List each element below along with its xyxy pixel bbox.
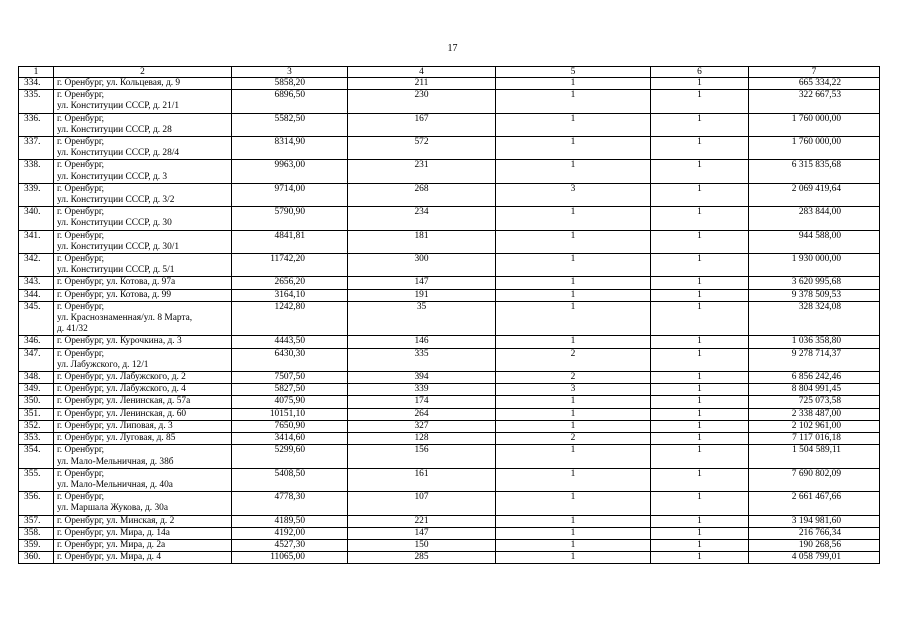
column-6-cell: 1 xyxy=(651,445,749,468)
amount-cell: 1 760 000,00 xyxy=(749,113,880,136)
amount-cell: 6 856 242,46 xyxy=(749,372,880,384)
address-line: ул. Конституции СССР, д. 28 xyxy=(57,124,172,135)
count-cell: 335 xyxy=(348,348,496,371)
address-line: г. Оренбург, xyxy=(57,137,105,148)
count-cell: 327 xyxy=(348,420,496,432)
amount-cell: 725 073,58 xyxy=(749,396,880,408)
area-cell: 5582,50 xyxy=(232,113,348,136)
column-5-cell: 1 xyxy=(496,515,651,527)
count-cell: 107 xyxy=(348,492,496,515)
address-cell xyxy=(54,372,232,384)
amount-cell: 2 661 467,66 xyxy=(749,492,880,515)
amount-cell: 8 804 991,45 xyxy=(749,384,880,396)
area-cell: 6430,30 xyxy=(232,348,348,371)
row-number: 335. xyxy=(19,90,54,113)
column-5-cell: 1 xyxy=(496,78,651,90)
address-line: г. Оренбург, xyxy=(57,445,105,456)
area-cell: 9963,00 xyxy=(232,160,348,183)
row-number: 348. xyxy=(19,372,54,384)
address-line: г. Оренбург, xyxy=(57,207,105,218)
table-row xyxy=(19,552,880,564)
column-6-cell: 1 xyxy=(651,207,749,230)
address-cell xyxy=(54,183,232,206)
amount-cell: 2 102 961,00 xyxy=(749,420,880,432)
area-cell: 5408,50 xyxy=(232,468,348,491)
address-line: г. Оренбург, xyxy=(57,492,105,503)
column-6-cell: 1 xyxy=(651,336,749,348)
column-5-cell: 1 xyxy=(496,289,651,301)
amount-cell: 283 844,00 xyxy=(749,207,880,230)
header-cell: 5 xyxy=(496,67,651,78)
column-5-cell: 2 xyxy=(496,433,651,445)
amount-cell: 190 268,56 xyxy=(749,539,880,551)
area-cell: 8314,90 xyxy=(232,137,348,160)
amount-cell: 1 760 000,00 xyxy=(749,137,880,160)
address-cell xyxy=(54,433,232,445)
area-cell: 5790,90 xyxy=(232,207,348,230)
area-cell: 4443,50 xyxy=(232,336,348,348)
address-cell xyxy=(54,384,232,396)
column-6-cell: 1 xyxy=(651,384,749,396)
table-row xyxy=(19,348,880,371)
table-row xyxy=(19,113,880,136)
table-row xyxy=(19,445,880,468)
address-line: г. Оренбург, ул. Липовая, д. 3 xyxy=(57,420,173,431)
row-number: 345. xyxy=(19,301,54,336)
table-row xyxy=(19,336,880,348)
address-cell xyxy=(54,492,232,515)
row-number: 334. xyxy=(19,78,54,90)
column-5-cell: 2 xyxy=(496,372,651,384)
amount-cell: 9 378 509,53 xyxy=(749,289,880,301)
area-cell: 7650,90 xyxy=(232,420,348,432)
row-number: 343. xyxy=(19,277,54,289)
address-cell xyxy=(54,78,232,90)
column-5-cell: 1 xyxy=(496,160,651,183)
table-row xyxy=(19,230,880,253)
address-cell xyxy=(54,230,232,253)
row-number: 356. xyxy=(19,492,54,515)
area-cell: 4189,50 xyxy=(232,515,348,527)
column-5-cell: 1 xyxy=(496,336,651,348)
area-cell: 4778,30 xyxy=(232,492,348,515)
column-5-cell: 1 xyxy=(496,396,651,408)
column-5-cell: 1 xyxy=(496,301,651,336)
address-cell xyxy=(54,527,232,539)
area-cell: 4075,90 xyxy=(232,396,348,408)
area-cell: 7507,50 xyxy=(232,372,348,384)
data-table xyxy=(18,66,880,564)
column-5-cell: 1 xyxy=(496,230,651,253)
address-cell xyxy=(54,396,232,408)
count-cell: 268 xyxy=(348,183,496,206)
address-cell xyxy=(54,348,232,371)
row-number: 354. xyxy=(19,445,54,468)
count-cell: 35 xyxy=(348,301,496,336)
row-number: 358. xyxy=(19,527,54,539)
address-line: г. Оренбург, xyxy=(57,301,105,312)
count-cell: 339 xyxy=(348,384,496,396)
address-cell xyxy=(54,137,232,160)
column-5-cell: 1 xyxy=(496,113,651,136)
header-row xyxy=(19,67,880,78)
table-row xyxy=(19,372,880,384)
area-cell: 11742,20 xyxy=(232,254,348,277)
column-6-cell: 1 xyxy=(651,539,749,551)
table-row xyxy=(19,433,880,445)
column-5-cell: 1 xyxy=(496,492,651,515)
address-cell xyxy=(54,254,232,277)
table-body xyxy=(19,78,880,564)
page-number: 17 xyxy=(447,43,458,54)
row-number: 352. xyxy=(19,420,54,432)
column-5-cell: 1 xyxy=(496,254,651,277)
address-line: г. Оренбург, ул. Мира, д. 14а xyxy=(57,527,170,538)
amount-cell: 944 588,00 xyxy=(749,230,880,253)
table-row xyxy=(19,254,880,277)
address-cell xyxy=(54,90,232,113)
header-cell: 1 xyxy=(19,67,54,78)
table-row xyxy=(19,492,880,515)
area-cell: 11065,00 xyxy=(232,552,348,564)
row-number: 355. xyxy=(19,468,54,491)
row-number: 353. xyxy=(19,433,54,445)
row-number: 340. xyxy=(19,207,54,230)
amount-cell: 6 315 835,68 xyxy=(749,160,880,183)
header-cell: 3 xyxy=(232,67,348,78)
count-cell: 167 xyxy=(348,113,496,136)
column-6-cell: 1 xyxy=(651,408,749,420)
table-row xyxy=(19,396,880,408)
row-number: 341. xyxy=(19,230,54,253)
count-cell: 211 xyxy=(348,78,496,90)
column-6-cell: 1 xyxy=(651,492,749,515)
address-line: ул. Мало-Мельничная, д. 38б xyxy=(57,456,174,467)
amount-cell: 216 766,34 xyxy=(749,527,880,539)
row-number: 349. xyxy=(19,384,54,396)
column-5-cell: 1 xyxy=(496,408,651,420)
address-line: ул. Конституции СССР, д. 5/1 xyxy=(57,265,175,276)
table-row xyxy=(19,420,880,432)
column-6-cell: 1 xyxy=(651,396,749,408)
column-5-cell: 1 xyxy=(496,468,651,491)
column-5-cell: 3 xyxy=(496,183,651,206)
address-cell xyxy=(54,445,232,468)
address-line: ул. Конституции СССР, д. 28/4 xyxy=(57,148,180,159)
address-line: д. 41/32 xyxy=(57,324,88,335)
address-line: ул. Мало-Мельничная, д. 40а xyxy=(57,479,173,490)
column-6-cell: 1 xyxy=(651,348,749,371)
row-number: 339. xyxy=(19,183,54,206)
column-5-cell: 1 xyxy=(496,420,651,432)
address-line: ул. Конституции СССР, д. 3 xyxy=(57,171,168,182)
count-cell: 147 xyxy=(348,277,496,289)
table-row xyxy=(19,160,880,183)
address-cell xyxy=(54,160,232,183)
column-6-cell: 1 xyxy=(651,552,749,564)
header-cell: 7 xyxy=(749,67,880,78)
table-row xyxy=(19,301,880,336)
column-6-cell: 1 xyxy=(651,78,749,90)
table-row xyxy=(19,384,880,396)
amount-cell: 2 069 419,64 xyxy=(749,183,880,206)
address-line: г. Оренбург, xyxy=(57,254,105,265)
address-line: г. Оренбург, ул. Мира, д. 4 xyxy=(57,552,162,563)
address-line: г. Оренбург, xyxy=(57,90,105,101)
row-number: 360. xyxy=(19,552,54,564)
column-5-cell: 1 xyxy=(496,527,651,539)
column-6-cell: 1 xyxy=(651,230,749,253)
column-5-cell: 1 xyxy=(496,277,651,289)
count-cell: 174 xyxy=(348,396,496,408)
address-line: г. Оренбург, ул. Лабужского, д. 4 xyxy=(57,384,186,395)
address-line: ул. Конституции СССР, д. 21/1 xyxy=(57,101,180,112)
area-cell: 5858,20 xyxy=(232,78,348,90)
column-6-cell: 1 xyxy=(651,527,749,539)
table-row xyxy=(19,137,880,160)
column-5-cell: 1 xyxy=(496,137,651,160)
amount-cell: 2 338 487,00 xyxy=(749,408,880,420)
column-5-cell: 3 xyxy=(496,384,651,396)
column-6-cell: 1 xyxy=(651,372,749,384)
table-row xyxy=(19,207,880,230)
row-number: 357. xyxy=(19,515,54,527)
area-cell: 10151,10 xyxy=(232,408,348,420)
row-number: 347. xyxy=(19,348,54,371)
address-cell xyxy=(54,289,232,301)
area-cell: 1242,80 xyxy=(232,301,348,336)
address-line: г. Оренбург, ул. Лабужского, д. 2 xyxy=(57,372,186,383)
amount-cell: 1 930 000,00 xyxy=(749,254,880,277)
amount-cell: 322 667,53 xyxy=(749,90,880,113)
address-line: г. Оренбург, ул. Мира, д. 2а xyxy=(57,539,166,550)
row-number: 351. xyxy=(19,408,54,420)
table-row xyxy=(19,515,880,527)
row-number: 350. xyxy=(19,396,54,408)
address-cell xyxy=(54,420,232,432)
address-cell xyxy=(54,207,232,230)
address-line: ул. Маршала Жукова, д. 30а xyxy=(57,503,169,514)
table-row xyxy=(19,277,880,289)
amount-cell: 328 324,08 xyxy=(749,301,880,336)
column-5-cell: 1 xyxy=(496,539,651,551)
count-cell: 221 xyxy=(348,515,496,527)
address-line: г. Оренбург, xyxy=(57,348,105,359)
count-cell: 572 xyxy=(348,137,496,160)
amount-cell: 7 117 016,18 xyxy=(749,433,880,445)
column-5-cell: 1 xyxy=(496,90,651,113)
address-cell xyxy=(54,515,232,527)
table-row xyxy=(19,539,880,551)
table-row xyxy=(19,408,880,420)
count-cell: 161 xyxy=(348,468,496,491)
count-cell: 156 xyxy=(348,445,496,468)
amount-cell: 1 504 589,11 xyxy=(749,445,880,468)
address-line: г. Оренбург, ул. Котова, д. 97а xyxy=(57,277,176,288)
address-line: г. Оренбург, xyxy=(57,468,105,479)
row-number: 344. xyxy=(19,289,54,301)
row-number: 337. xyxy=(19,137,54,160)
count-cell: 230 xyxy=(348,90,496,113)
column-6-cell: 1 xyxy=(651,113,749,136)
address-line: г. Оренбург, xyxy=(57,230,105,241)
column-6-cell: 1 xyxy=(651,289,749,301)
address-cell xyxy=(54,468,232,491)
address-line: г. Оренбург, xyxy=(57,113,105,124)
area-cell: 9714,00 xyxy=(232,183,348,206)
column-5-cell: 1 xyxy=(496,445,651,468)
count-cell: 146 xyxy=(348,336,496,348)
count-cell: 181 xyxy=(348,230,496,253)
address-cell xyxy=(54,539,232,551)
address-line: г. Оренбург, ул. Ленинская, д. 60 xyxy=(57,408,187,419)
address-cell xyxy=(54,113,232,136)
row-number: 336. xyxy=(19,113,54,136)
column-6-cell: 1 xyxy=(651,137,749,160)
area-cell: 4841,81 xyxy=(232,230,348,253)
header-cell: 6 xyxy=(651,67,749,78)
area-cell: 2656,20 xyxy=(232,277,348,289)
table-row xyxy=(19,468,880,491)
amount-cell: 665 334,22 xyxy=(749,78,880,90)
address-line: г. Оренбург, ул. Кольцевая, д. 9 xyxy=(57,78,181,88)
address-line: г. Оренбург, ул. Курочкина, д. 3 xyxy=(57,336,182,347)
address-cell xyxy=(54,277,232,289)
area-cell: 6896,50 xyxy=(232,90,348,113)
amount-cell: 4 058 799,01 xyxy=(749,552,880,564)
count-cell: 300 xyxy=(348,254,496,277)
row-number: 346. xyxy=(19,336,54,348)
column-5-cell: 1 xyxy=(496,207,651,230)
column-5-cell: 2 xyxy=(496,348,651,371)
column-6-cell: 1 xyxy=(651,301,749,336)
column-6-cell: 1 xyxy=(651,160,749,183)
address-line: г. Оренбург, xyxy=(57,183,105,194)
address-line: ул. Конституции СССР, д. 30/1 xyxy=(57,241,180,252)
area-cell: 5299,60 xyxy=(232,445,348,468)
amount-cell: 7 690 802,09 xyxy=(749,468,880,491)
table-row xyxy=(19,289,880,301)
address-line: ул. Лабужского, д. 12/1 xyxy=(57,359,149,370)
amount-cell: 1 036 358,80 xyxy=(749,336,880,348)
count-cell: 150 xyxy=(348,539,496,551)
count-cell: 128 xyxy=(348,433,496,445)
column-6-cell: 1 xyxy=(651,433,749,445)
area-cell: 5827,50 xyxy=(232,384,348,396)
table-row xyxy=(19,183,880,206)
amount-cell: 3 194 981,60 xyxy=(749,515,880,527)
count-cell: 231 xyxy=(348,160,496,183)
area-cell: 4192,00 xyxy=(232,527,348,539)
address-line: г. Оренбург, ул. Минская, д. 2 xyxy=(57,515,175,526)
area-cell: 3164,10 xyxy=(232,289,348,301)
column-6-cell: 1 xyxy=(651,277,749,289)
column-6-cell: 1 xyxy=(651,468,749,491)
row-number: 342. xyxy=(19,254,54,277)
row-number: 338. xyxy=(19,160,54,183)
address-line: ул. Конституции СССР, д. 3/2 xyxy=(57,195,175,206)
header-cell: 2 xyxy=(54,67,232,78)
count-cell: 264 xyxy=(348,408,496,420)
amount-cell: 9 278 714,37 xyxy=(749,348,880,371)
amount-cell: 3 620 995,68 xyxy=(749,277,880,289)
address-line: ул. Конституции СССР, д. 30 xyxy=(57,218,172,229)
table-row xyxy=(19,78,880,90)
column-5-cell: 1 xyxy=(496,552,651,564)
column-6-cell: 1 xyxy=(651,183,749,206)
area-cell: 4527,30 xyxy=(232,539,348,551)
address-cell xyxy=(54,336,232,348)
address-line: ул. Краснознаменная/ул. 8 Марта, xyxy=(57,313,193,324)
address-line: г. Оренбург, ул. Котова, д. 99 xyxy=(57,289,172,300)
column-6-cell: 1 xyxy=(651,254,749,277)
address-cell xyxy=(54,301,232,336)
column-6-cell: 1 xyxy=(651,515,749,527)
count-cell: 234 xyxy=(348,207,496,230)
header-cell: 4 xyxy=(348,67,496,78)
address-cell xyxy=(54,408,232,420)
count-cell: 147 xyxy=(348,527,496,539)
table-row xyxy=(19,527,880,539)
count-cell: 191 xyxy=(348,289,496,301)
address-cell xyxy=(54,552,232,564)
address-line: г. Оренбург, xyxy=(57,160,105,171)
count-cell: 394 xyxy=(348,372,496,384)
row-number: 359. xyxy=(19,539,54,551)
column-6-cell: 1 xyxy=(651,90,749,113)
address-line: г. Оренбург, ул. Луговая, д. 85 xyxy=(57,433,176,444)
column-6-cell: 1 xyxy=(651,420,749,432)
table-row xyxy=(19,90,880,113)
count-cell: 285 xyxy=(348,552,496,564)
area-cell: 3414,60 xyxy=(232,433,348,445)
address-line: г. Оренбург, ул. Ленинская, д. 57а xyxy=(57,396,191,407)
